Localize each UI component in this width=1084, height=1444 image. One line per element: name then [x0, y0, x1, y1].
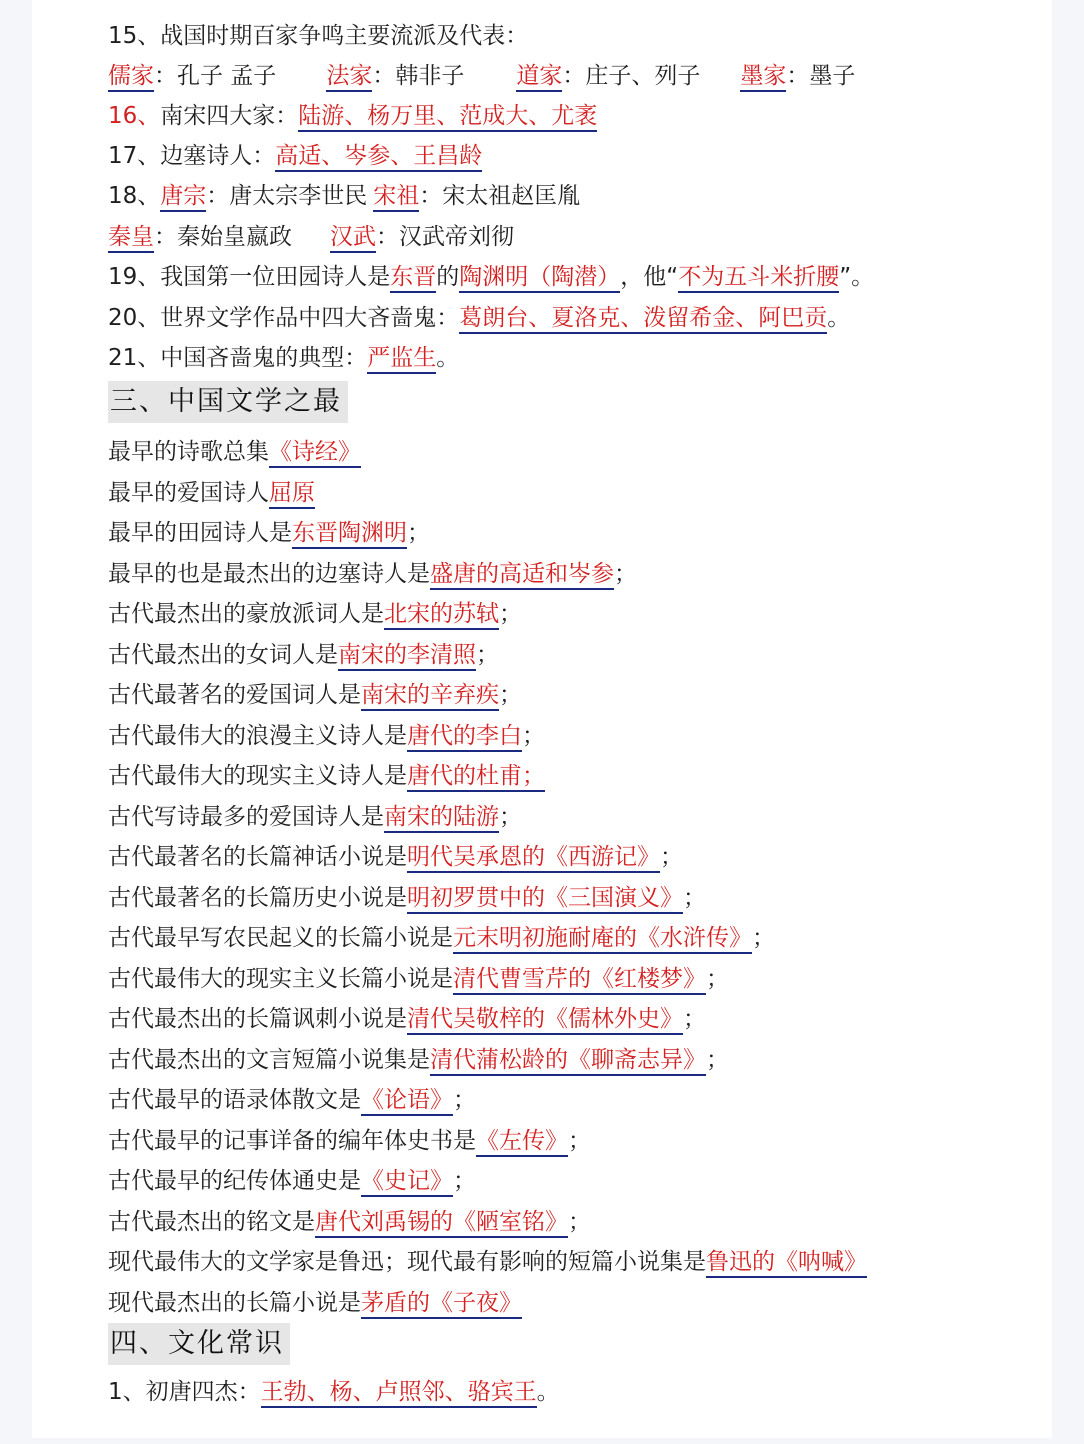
list-item-answer: 清代吴敬梓的《儒林外史》 — [407, 1005, 683, 1035]
school-fa-rep: ：韩非子 — [372, 63, 465, 89]
line-21-end: 。 — [436, 345, 460, 371]
list-item — [108, 517, 430, 549]
list-item — [108, 1165, 476, 1197]
line-16-label: 南宋四大家： — [160, 103, 299, 129]
list-item — [108, 801, 522, 833]
school-ru-rep: ：孔子 孟子 — [154, 63, 277, 89]
list-item-prefix: 最早的也是最杰出的边塞诗人是 — [108, 560, 430, 587]
list-item-prefix: 古代最杰出的铭文是 — [108, 1208, 315, 1235]
text-line-18 — [108, 180, 580, 212]
list-item-answer: 《论语》 — [361, 1086, 453, 1116]
line-20-pre: 20、世界文学作品中四大吝啬鬼： — [108, 305, 460, 331]
school-fa: 法家 — [326, 62, 372, 92]
list-item-answer: 唐代的李白 — [407, 722, 522, 752]
school-mo-rep: ：墨子 — [786, 63, 856, 89]
list-item-suffix: ； — [476, 641, 499, 668]
list-item-prefix: 古代最伟大的现实主义诗人是 — [108, 763, 407, 789]
list-item-prefix: 古代最早的记事详备的编年体史书是 — [108, 1127, 476, 1154]
school-dao-rep: ：庄子、列子 — [562, 63, 701, 89]
line-19-mid2: ，他“ — [620, 264, 679, 290]
list-item-prefix: 古代最早写农民起义的长篇小说是 — [108, 925, 453, 951]
list-item — [108, 760, 545, 792]
list-item-answer: 《左传》 — [476, 1127, 568, 1157]
list-item-answer: 清代曹雪芹的《红楼梦》 — [453, 965, 706, 995]
line-20-end: 。 — [827, 305, 851, 331]
list-item-suffix: ； — [568, 1208, 591, 1235]
list-item-prefix: 古代最著名的长篇历史小说是 — [108, 884, 407, 911]
line-19-b: 陶渊明（陶潜） — [459, 263, 620, 293]
list-item — [108, 1003, 706, 1035]
list-item-suffix: ； — [453, 1087, 476, 1113]
list-item-suffix: ； — [499, 682, 522, 708]
list-item — [108, 436, 361, 468]
list-item-prefix: 古代最杰出的长篇讽刺小说是 — [108, 1006, 407, 1032]
list-item-answer: 南宋的辛弃疾 — [361, 681, 499, 711]
school-dao: 道家 — [516, 62, 562, 92]
list-item-prefix: 古代最伟大的现实主义长篇小说是 — [108, 965, 453, 992]
culture-1-pre: 1、初唐四杰： — [108, 1379, 261, 1405]
line-20-answer: 葛朗台、夏洛克、泼留希金、阿巴贡 — [459, 304, 827, 334]
line-18-a: 唐宗 — [160, 182, 206, 212]
list-item — [108, 1246, 867, 1278]
text-line-20 — [108, 302, 850, 334]
list-item-answer: 唐代刘禹锡的《陋室铭》 — [315, 1208, 568, 1238]
list-item — [108, 477, 315, 509]
school-ru: 儒家 — [108, 62, 154, 92]
culture-1-answer: 王勃、杨、卢照邻、骆宾王 — [261, 1378, 537, 1408]
list-item-answer: 盛唐的高适和岑参 — [430, 560, 614, 590]
list-item-answer: 北宋的苏轼 — [384, 600, 499, 630]
list-item-suffix: ； — [752, 925, 775, 951]
list-item-suffix: ； — [683, 884, 706, 911]
line-18b-a-desc: ：秦始皇嬴政 — [154, 224, 292, 250]
list-item-answer: 鲁迅的《呐喊》 — [706, 1248, 867, 1278]
list-item-prefix: 古代最杰出的女词人是 — [108, 641, 338, 668]
list-item-prefix: 古代最伟大的浪漫主义诗人是 — [108, 722, 407, 749]
line-18-a-desc: ：唐太宗李世民 — [206, 183, 368, 209]
list-item-prefix: 现代最伟大的文学家是鲁迅；现代最有影响的短篇小说集是 — [108, 1249, 706, 1275]
line-18b-a: 秦皇 — [108, 223, 154, 253]
list-item-prefix: 古代最著名的长篇神话小说是 — [108, 844, 407, 870]
list-item — [108, 841, 683, 873]
list-item — [108, 1044, 729, 1076]
text-line-16 — [108, 100, 597, 132]
line-17-answer: 高适、岑参、王昌龄 — [275, 142, 482, 172]
text-line-sec4-1 — [108, 1376, 560, 1408]
list-item-suffix: ； — [614, 560, 637, 587]
line-18b-b-desc: ：汉武帝刘彻 — [376, 224, 514, 250]
list-item-suffix: ； — [660, 844, 683, 870]
list-item — [108, 1287, 522, 1319]
line-18-num: 18、 — [108, 183, 161, 209]
line-16-answer: 陆游、杨万里、范成大、尤袤 — [298, 102, 597, 132]
list-item — [108, 679, 522, 711]
culture-1-end: 。 — [536, 1379, 560, 1405]
list-item-answer: 唐代的杜甫； — [407, 762, 545, 792]
list-item-prefix: 最早的田园诗人是 — [108, 520, 292, 546]
list-item — [108, 882, 706, 914]
list-item — [108, 639, 499, 671]
text-line-17 — [108, 140, 482, 172]
list-item-suffix: ； — [522, 722, 545, 749]
line-19-c: 不为五斗米折腰 — [678, 263, 839, 293]
text-line-schools — [108, 60, 855, 92]
list-item-suffix: ； — [706, 965, 729, 992]
list-item-prefix: 最早的爱国诗人 — [108, 479, 269, 506]
list-item-answer: 明初罗贯中的《三国演义》 — [407, 884, 683, 914]
line-19-mid: 的 — [436, 264, 460, 290]
list-item — [108, 963, 729, 995]
list-item-prefix: 古代最早的语录体散文是 — [108, 1087, 361, 1113]
list-item-prefix: 古代最杰出的豪放派词人是 — [108, 601, 384, 627]
list-item-answer: 南宋的李清照 — [338, 641, 476, 671]
line-18-b-desc: ：宋太祖赵匡胤 — [419, 183, 581, 209]
line-19-pre: 19、我国第一位田园诗人是 — [108, 264, 391, 290]
section-heading-culture: 四、文化常识 — [108, 1323, 290, 1365]
line-18-b: 宋祖 — [373, 182, 419, 212]
text-line-19 — [108, 261, 874, 293]
list-item-suffix: ； — [706, 1046, 729, 1073]
list-item-suffix: ； — [407, 520, 430, 546]
list-item-suffix: ； — [683, 1006, 706, 1032]
list-item-answer: 南宋的陆游 — [384, 803, 499, 833]
list-item-answer: 《诗经》 — [269, 438, 361, 468]
list-item-suffix: ； — [499, 803, 522, 830]
line-16-num: 16、 — [108, 103, 161, 129]
section-heading-literature: 三、中国文学之最 — [108, 381, 348, 423]
line-19-end: ”。 — [839, 264, 875, 290]
list-item-answer: 东晋陶渊明 — [292, 519, 407, 549]
list-item — [108, 922, 775, 954]
list-item-answer: 茅盾的《子夜》 — [361, 1289, 522, 1319]
line-17-label: 17、边塞诗人： — [108, 143, 276, 169]
list-item — [108, 720, 545, 752]
list-item-prefix: 古代写诗最多的爱国诗人是 — [108, 803, 384, 830]
list-item-answer: 清代蒲松龄的《聊斋志异》 — [430, 1046, 706, 1076]
line-18b-b: 汉武 — [330, 223, 376, 253]
list-item-prefix: 古代最著名的爱国词人是 — [108, 682, 361, 708]
list-item-answer: 屈原 — [269, 479, 315, 509]
list-item — [108, 1206, 591, 1238]
line-21-pre: 21、中国吝啬鬼的典型： — [108, 345, 368, 371]
list-item-prefix: 现代最杰出的长篇小说是 — [108, 1289, 361, 1316]
list-item-answer: 《史记》 — [361, 1167, 453, 1197]
school-mo: 墨家 — [740, 62, 786, 92]
list-item-answer: 元末明初施耐庵的《水浒传》 — [453, 924, 752, 954]
list-item-answer: 明代吴承恩的《西游记》 — [407, 843, 660, 873]
line-15-text: 15、战国时期百家争鸣主要流派及代表： — [108, 23, 529, 49]
text-line-15 — [108, 20, 528, 52]
line-19-a: 东晋 — [390, 263, 436, 293]
text-line-18b — [108, 221, 514, 253]
line-21-answer: 严监生 — [367, 344, 436, 374]
list-item-suffix: ； — [499, 601, 522, 627]
list-item — [108, 598, 522, 630]
list-item-prefix: 古代最早的纪传体通史是 — [108, 1168, 361, 1194]
list-item — [108, 558, 637, 590]
text-line-21 — [108, 342, 459, 374]
list-item-prefix: 古代最杰出的文言短篇小说集是 — [108, 1046, 430, 1073]
list-item-suffix: ； — [453, 1168, 476, 1194]
list-item — [108, 1125, 591, 1157]
list-item — [108, 1084, 476, 1116]
list-item-prefix: 最早的诗歌总集 — [108, 439, 269, 465]
list-item-suffix: ； — [568, 1127, 591, 1154]
